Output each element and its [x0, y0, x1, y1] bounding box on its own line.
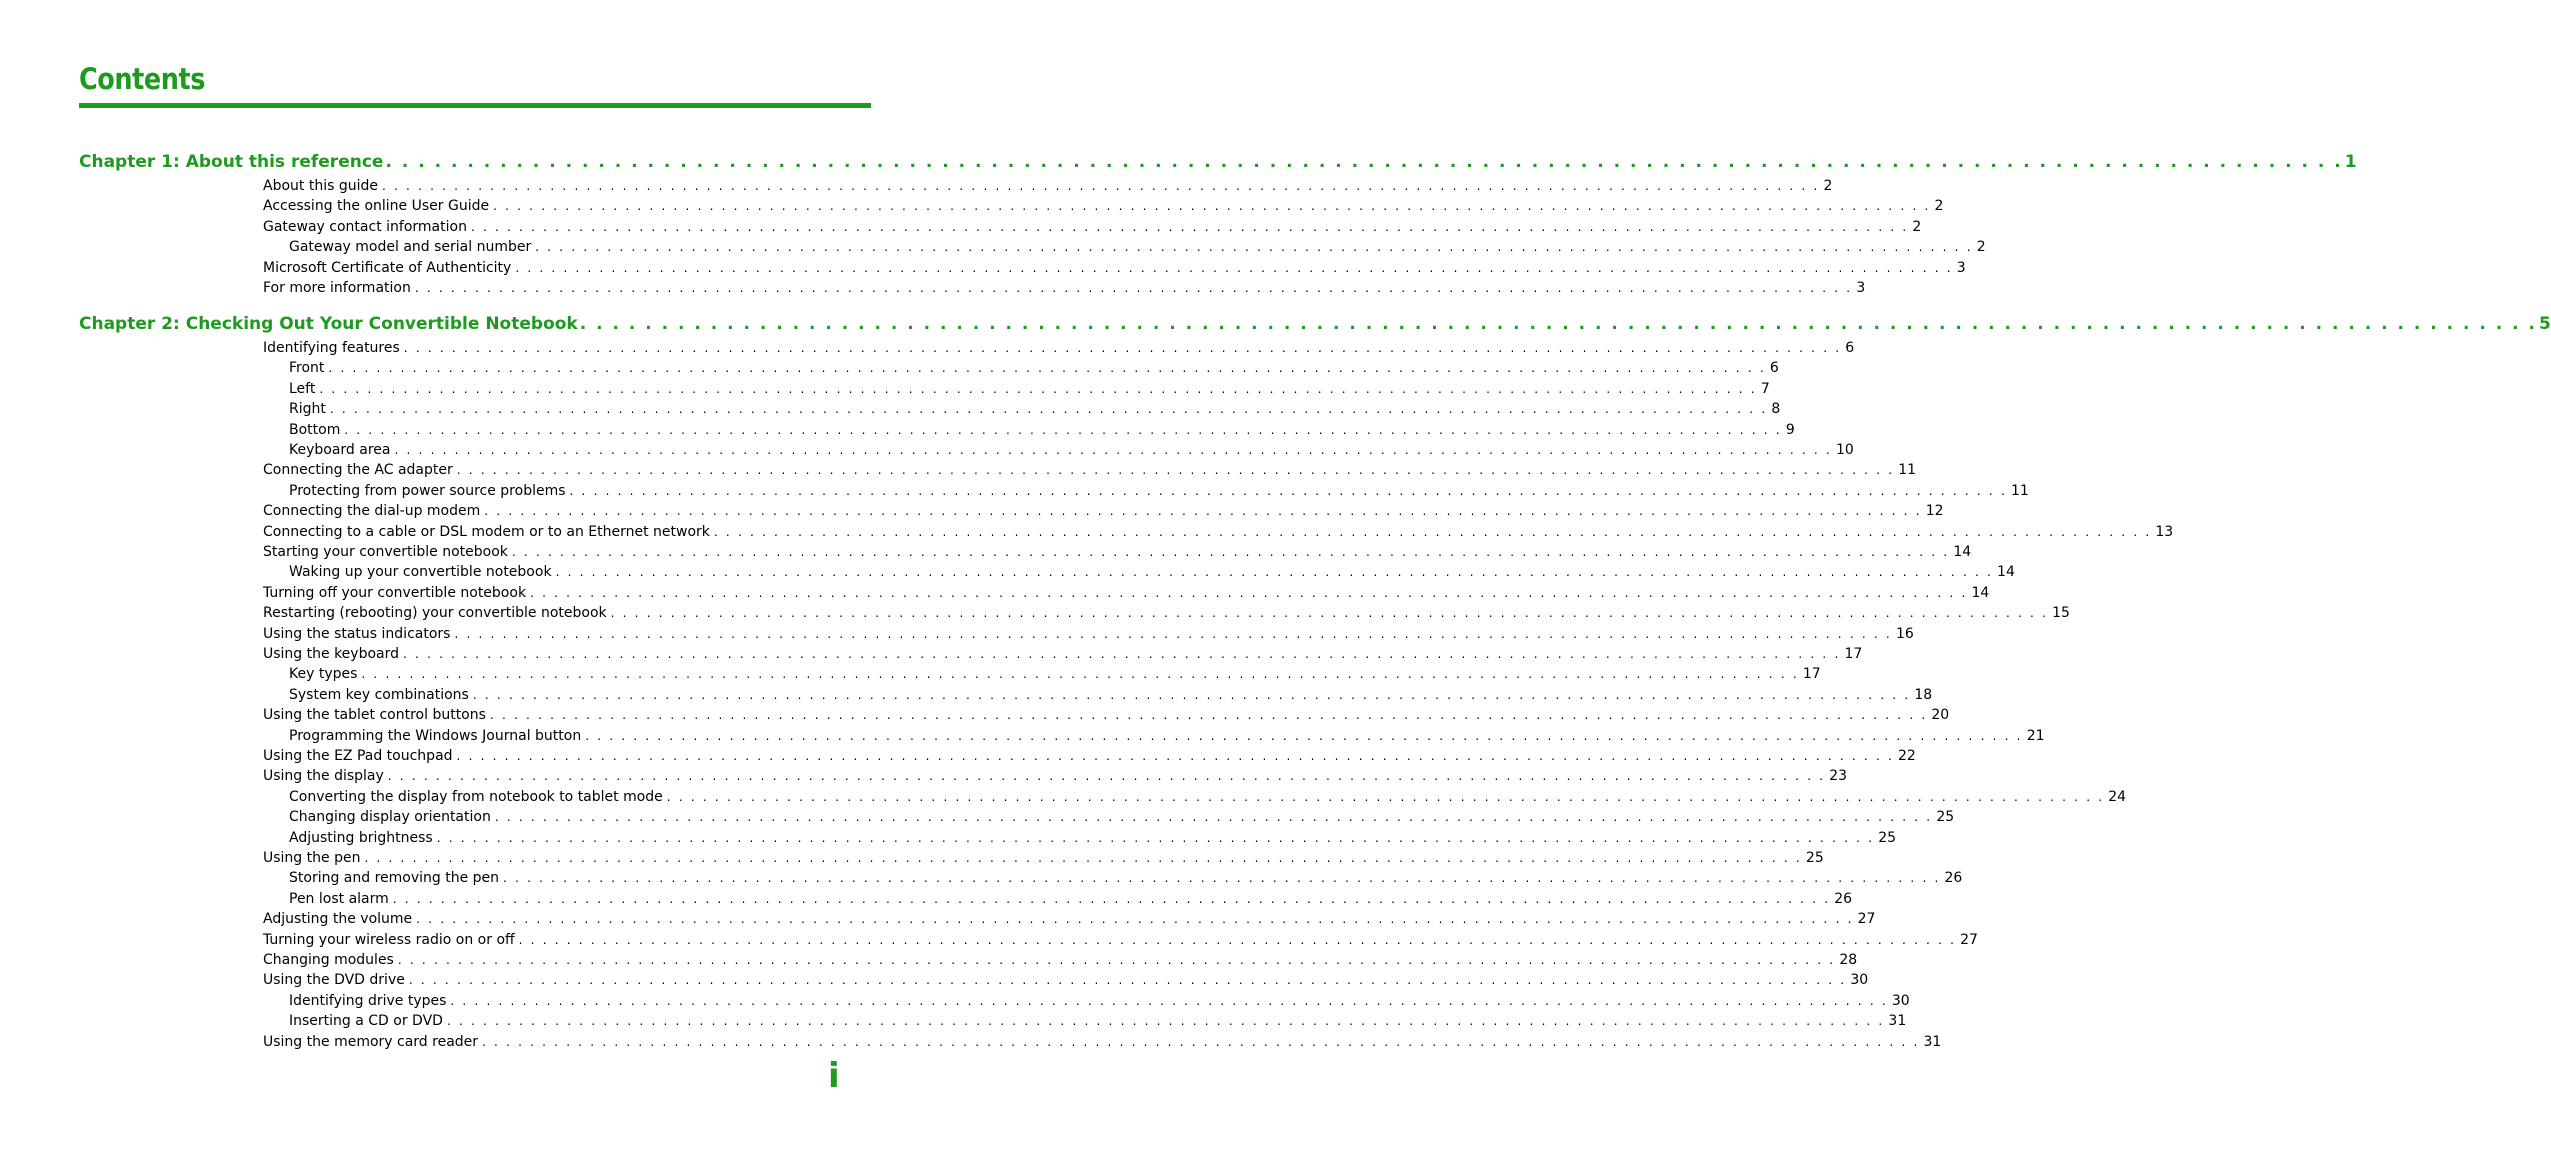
entry-label: Using the tablet control buttons: [263, 707, 486, 724]
entry-page-number: 22: [1898, 748, 1916, 764]
entry-page-number: 31: [1923, 1033, 1942, 1050]
dot-leader: . . . . . . . . . . . . . . . . . . . . . . . . . . . . . . . . . . . . . . . . . . . . . . . . . . . . . . . . . . . . . . . . . . . . . . . . . . . . . . . . . . . . . . . . . . . . . . . . . . . . . . . . . . . . . . . . . . . . . . . .: [493, 199, 1931, 214]
dot-leader: . . . . . . . . . . . . . . . . . . . . . . . . . . . . . . . . . . . . . . . . . . . . . . . . . . . . . . . . . . . . . . . . . . . . . . . . . . . . . . . . . . . . . . . . . . . . . . . . . . . . . . . . . . . . . . . . . . . . . . . .: [535, 240, 1973, 255]
dot-leader: . . . . . . . . . . . . . . . . . . . . . . . . . . . . . . . . . . . . . . . . . . . . . . . . . . . . . . . . . . . . . . . . . . . . . . . . . . . . . . . . . . . . . . . . . . . . . . . . . . . . . . . . . . . . . . . . . . . . . . . .: [344, 422, 1782, 437]
toc-subentry[interactable]: [289, 237, 1986, 257]
dot-leader: . . . . . . . . . . . . . . . . . . . . . . . . . . . . . . . . . . . . . . . . . . . . . . . . . . . . . . . . . . . . . . . . . . . . . . . . . . . . . . . . . . . . . . . . . . . . . . . . . . . . . . . . . . . . . . . . . . . . . . . .: [518, 932, 1957, 947]
entry-page-number: 14: [1997, 564, 2015, 581]
dot-leader: . . . . . . . . . . . . . . . . . . . . . . . . . . . . . . . . . . . . . . . . . . . . . . . . . . . . . . . . . . . . . . . . . . . . . . . . . . . . . . . . . . . . . . . . . . . . . . . . . . . . . . . . . . . . . . . . . . . . . . . .: [511, 545, 1950, 559]
dot-leader: . . . . . . . . . . . . . . . . . . . . . . . . . . . . . . . . . . . . . . . . . . . . . . . . . . . . . . . . . . . . . . . . . . . . . . . . . . . . . . . . . . . . . . . . . . . . . . . . . . . . . . . . . . . . . . . . . . . . . . . .: [397, 953, 1836, 967]
entry-label: Using the memory card reader: [263, 1033, 479, 1050]
dot-leader: . . . . . . . . . . . . . . . . . . . . . . . . . . . . . . . . . . . . . . . . . . . . . . . . . . . . . . . . . . . . . . . . . . . . . . . . . . . . . . . . . . . . . . . . . . . . . . . . . . . . . . . . . . . . . . . . . . . . . . . .: [416, 912, 1854, 927]
entry-label: Changing display orientation: [289, 809, 491, 826]
toc-entry[interactable]: [263, 705, 1950, 725]
chapter-heading[interactable]: [79, 152, 2357, 174]
dot-leader: . . . . . . . . . . . . . . . . . . . . . . . . . . . . . . . . . . . . . . . . . . . . . . . . . . . . . . . . . . . . . . . . . . . . . . . . . . . . . . . . . . . . . . . . . . . . . . . . . . . . . . . . . . . . . . . . . . . . . . . .: [319, 381, 1757, 396]
toc-subentry[interactable]: [289, 828, 1897, 848]
entry-page-number: 25: [1805, 850, 1824, 866]
dot-leader: . . . . . . . . . . . . . . . . . . . . . . . . . . . . . . . . . . . . . . . . . . . . . . . . . . . . . . . . . . . . . . . . . . . . . . . . . . . . . . . . . . . . . . . . . . . . . . . . . . . . . . . . . . . . . . . . . . . . . . . .: [414, 281, 1853, 295]
entry-label: Adjusting the volume: [263, 911, 413, 928]
entry-label: Left: [289, 380, 316, 397]
entry-page-number: 17: [1844, 646, 1863, 662]
dot-leader: . . . . . . . . . . . . . . . . . . . . . . . . . . . . . . . . . . . . . . . . . . . . . . . . . . . . . . . . . . . . . . . . . . . . . . . . . . . . . . . . . . . . . . . . . . . . . . . . . . . . . . . . . . . . . . . . . . . . . . . .: [329, 402, 1768, 417]
entry-page-number: 11: [2010, 482, 2029, 499]
entry-label: Protecting from power source problems: [289, 482, 566, 499]
dot-leader: . . . . . . . . . . . . . . . . . . . . . . . . . . . . . . . . . . . . . . . . . . . . . . . . . . . . . . . . . . . . . . . . . . . . . . . . . . . . . . . . . . . . . . . . . . . . . . . . . . . . . . . . . . . . . . . . . . . . . . . .: [666, 789, 2105, 804]
dot-leader: . . . . . . . . . . . . . . . . . . . . . . . . . . . . . . . . . . . . . . . . . . . . . . . . . . . . . . . . . . . . . . . . . . . . . . . . . . . . . . . . . . . . . . . . . . . . . . . . . . . . . . . . . . . . . . . . . . . . . . . .: [470, 219, 1909, 234]
entry-page-number: 14: [1953, 544, 1972, 560]
dot-leader: . . . . . . . . . . . . . . . . . . . . . . . . . . . . . . . . . . . . . . . . . . . . . . . . . . . . . . . . . . . . . . . . . . . . . . . . . . . . . . . . . . . . . . . . . . . . . . . . . . . . . . . . . . . . . . . . . . . . . . . .: [482, 1034, 1920, 1049]
entry-page-number: 25: [1878, 829, 1897, 846]
entry-page-number: 16: [1895, 625, 1914, 642]
entry-page-number: 11: [1898, 462, 1917, 479]
entry-page-number: 17: [1802, 666, 1821, 683]
entry-page-number: 2: [1823, 178, 1833, 194]
dot-leader: . . . . . . . . . . . . . . . . . . . . . . . . . . . . . . . . . . . . . . . . . . . . . . . . . . . . . . . . . . . . . . . . . . . . . . . . . . . . . . . . . . . . . . . . . . . . . . . . . . . . . . . . . . . . . . . . . . . . . . . .: [569, 483, 2007, 498]
toc-subentry[interactable]: [289, 787, 2127, 807]
toc-subentry[interactable]: [289, 807, 1955, 827]
dot-leader: . . . . . . . . . . . . . . . . . . . . . . . . . . . . . . . . . . . . . . . . . . . . . . . . . . . . . . . . . . . . . . . . . . . . . . . . . . . . . . . . . . . . . . . . . . . . . . . . . . . . . . . . . . . . . . . . . . . . . . . .: [579, 314, 2537, 334]
dot-leader: . . . . . . . . . . . . . . . . . . . . . . . . . . . . . . . . . . . . . . . . . . . . . . . . . . . . . . . . . . . . . . . . . . . . . . . . . . . . . . . . . . . . . . . . . . . . . . . . . . . . . . . . . . . . . . . . . . . . . . . .: [515, 260, 1953, 275]
entry-label: Using the status indicators: [263, 625, 451, 642]
entry-page-number: 8: [1771, 401, 1781, 418]
dot-leader: . . . . . . . . . . . . . . . . . . . . . . . . . . . . . . . . . . . . . . . . . . . . . . . . . . . . . . . . . . . . . . . . . . . . . . . . . . . . . . . . . . . . . . . . . . . . . . . . . . . . . . . . . . . . . . . . . . . . . . . .: [403, 647, 1841, 661]
entry-label: For more information: [263, 280, 411, 296]
dot-leader: . . . . . . . . . . . . . . . . . . . . . . . . . . . . . . . . . . . . . . . . . . . . . . . . . . . . . . . . . . . . . . . . . . . . . . . . . . . . . . . . . . . . . . . . . . . . . . . . . . . . . . . . . . . . . . . . . . . . . . . .: [436, 830, 1875, 845]
toc-subentry[interactable]: [289, 868, 1963, 888]
dot-leader: . . . . . . . . . . . . . . . . . . . . . . . . . . . . . . . . . . . . . . . . . . . . . . . . . . . . . . . . . . . . . . . . . . . . . . . . . . . . . . . . . . . . . . . . . . . . . . . . . . . . . . . . . . . . . . . . . . . . . . . .: [385, 152, 2343, 172]
entry-page-number: 6: [1845, 340, 1855, 356]
entry-label: Converting the display from notebook to tablet mode: [289, 788, 663, 805]
chapter-page-number: 1: [2344, 152, 2357, 172]
dot-leader: . . . . . . . . . . . . . . . . . . . . . . . . . . . . . . . . . . . . . . . . . . . . . . . . . . . . . . . . . . . . . . . . . . . . . . . . . . . . . . . . . . . . . . . . . . . . . . . . . . . . . . . . . . . . . . . . . . . . . . . .: [454, 626, 1892, 641]
toc-entry[interactable]: [263, 603, 2070, 623]
dot-leader: . . . . . . . . . . . . . . . . . . . . . . . . . . . . . . . . . . . . . . . . . . . . . . . . . . . . . . . . . . . . . . . . . . . . . . . . . . . . . . . . . . . . . . . . . . . . . . . . . . . . . . . . . . . . . . . . . . . . . . . .: [713, 524, 2152, 539]
toc-entry[interactable]: [263, 522, 2174, 542]
dot-leader: . . . . . . . . . . . . . . . . . . . . . . . . . . . . . . . . . . . . . . . . . . . . . . . . . . . . . . . . . . . . . . . . . . . . . . . . . . . . . . . . . . . . . . . . . . . . . . . . . . . . . . . . . . . . . . . . . . . . . . . .: [387, 769, 1826, 784]
toc-subentry[interactable]: [289, 664, 1821, 684]
entry-label: Storing and removing the pen: [289, 870, 500, 887]
dot-leader: . . . . . . . . . . . . . . . . . . . . . . . . . . . . . . . . . . . . . . . . . . . . . . . . . . . . . . . . . . . . . . . . . . . . . . . . . . . . . . . . . . . . . . . . . . . . . . . . . . . . . . . . . . . . . . . . . . . . . . . .: [392, 891, 1831, 906]
entry-label: Changing modules: [263, 952, 394, 968]
toc-entry[interactable]: [263, 624, 1914, 644]
toc-entry[interactable]: [263, 746, 1916, 766]
entry-label: Connecting the AC adapter: [263, 462, 453, 479]
entry-page-number: 30: [1850, 972, 1869, 989]
toc-entry[interactable]: [263, 278, 1866, 298]
toc-entry[interactable]: [263, 583, 1990, 603]
chapter-heading[interactable]: [79, 314, 2551, 336]
dot-leader: . . . . . . . . . . . . . . . . . . . . . . . . . . . . . . . . . . . . . . . . . . . . . . . . . . . . . . . . . . . . . . . . . . . . . . . . . . . . . . . . . . . . . . . . . . . . . . . . . . . . . . . . . . . . . . . . . . . . . . . .: [408, 973, 1847, 988]
toc-entry[interactable]: [263, 909, 1876, 929]
dot-leader: . . . . . . . . . . . . . . . . . . . . . . . . . . . . . . . . . . . . . . . . . . . . . . . . . . . . . . . . . . . . . . . . . . . . . . . . . . . . . . . . . . . . . . . . . . . . . . . . . . . . . . . . . . . . . . . . . . . . . . . .: [494, 810, 1933, 825]
entry-page-number: 12: [1925, 503, 1944, 520]
title-rule: [79, 103, 871, 108]
entry-page-number: 26: [1944, 870, 1963, 887]
toc-subentry[interactable]: [289, 889, 1853, 909]
entry-label: Adjusting brightness: [289, 829, 433, 846]
toc-subentry[interactable]: [289, 379, 1770, 399]
toc-entry[interactable]: [263, 930, 1978, 950]
entry-label: Gateway contact information: [263, 218, 467, 235]
entry-page-number: 9: [1785, 421, 1795, 438]
entry-page-number: 18: [1914, 686, 1933, 703]
entry-page-number: 27: [1857, 911, 1876, 928]
toc-entry[interactable]: [263, 644, 1863, 664]
entry-label: Starting your convertible notebook: [263, 544, 508, 560]
entry-page-number: 3: [1956, 259, 1966, 276]
entry-page-number: 23: [1829, 768, 1848, 785]
page-title: Contents: [79, 62, 205, 96]
entry-page-number: 2: [1912, 218, 1922, 235]
entry-label: Using the EZ Pad touchpad: [263, 748, 453, 764]
dot-leader: . . . . . . . . . . . . . . . . . . . . . . . . . . . . . . . . . . . . . . . . . . . . . . . . . . . . . . . . . . . . . . . . . . . . . . . . . . . . . . . . . . . . . . . . . . . . . . . . . . . . . . . . . . . . . . . . . . . . . . . .: [530, 585, 1968, 600]
dot-leader: . . . . . . . . . . . . . . . . . . . . . . . . . . . . . . . . . . . . . . . . . . . . . . . . . . . . . . . . . . . . . . . . . . . . . . . . . . . . . . . . . . . . . . . . . . . . . . . . . . . . . . . . . . . . . . . . . . . . . . . .: [446, 1014, 1885, 1029]
entry-label: Right: [289, 401, 326, 418]
dot-leader: . . . . . . . . . . . . . . . . . . . . . . . . . . . . . . . . . . . . . . . . . . . . . . . . . . . . . . . . . . . . . . . . . . . . . . . . . . . . . . . . . . . . . . . . . . . . . . . . . . . . . . . . . . . . . . . . . . . . . . . .: [585, 728, 2023, 743]
entry-label: Waking up your convertible notebook: [289, 564, 552, 581]
dot-leader: . . . . . . . . . . . . . . . . . . . . . . . . . . . . . . . . . . . . . . . . . . . . . . . . . . . . . . . . . . . . . . . . . . . . . . . . . . . . . . . . . . . . . . . . . . . . . . . . . . . . . . . . . . . . . . . . . . . . . . . .: [403, 341, 1842, 355]
entry-page-number: 14: [1971, 584, 1990, 601]
entry-label: Gateway model and serial number: [289, 239, 532, 256]
dot-leader: . . . . . . . . . . . . . . . . . . . . . . . . . . . . . . . . . . . . . . . . . . . . . . . . . . . . . . . . . . . . . . . . . . . . . . . . . . . . . . . . . . . . . . . . . . . . . . . . . . . . . . . . . . . . . . . . . . . . . . . .: [328, 361, 1766, 376]
toc-subentry[interactable]: [289, 991, 1910, 1011]
entry-label: Front: [289, 360, 325, 377]
toc-subentry[interactable]: [289, 420, 1795, 440]
toc-entry[interactable]: [263, 501, 1944, 521]
dot-leader: . . . . . . . . . . . . . . . . . . . . . . . . . . . . . . . . . . . . . . . . . . . . . . . . . . . . . . . . . . . . . . . . . . . . . . . . . . . . . . . . . . . . . . . . . . . . . . . . . . . . . . . . . . . . . . . . . . . . . . . .: [610, 606, 2049, 621]
entry-page-number: 6: [1769, 360, 1779, 377]
entry-label: Using the DVD drive: [263, 972, 405, 989]
dot-leader: . . . . . . . . . . . . . . . . . . . . . . . . . . . . . . . . . . . . . . . . . . . . . . . . . . . . . . . . . . . . . . . . . . . . . . . . . . . . . . . . . . . . . . . . . . . . . . . . . . . . . . . . . . . . . . . . . . . . . . . .: [456, 463, 1895, 478]
toc-entry[interactable]: [263, 196, 1944, 216]
entry-label: About this guide: [263, 178, 378, 194]
toc-entry[interactable]: [263, 542, 1972, 562]
toc-subentry[interactable]: [289, 726, 2045, 746]
entry-page-number: 24: [2108, 788, 2127, 805]
entry-label: Identifying features: [263, 340, 400, 356]
entry-label: Connecting to a cable or DSL modem or to an Ethernet network: [263, 523, 710, 540]
entry-page-number: 10: [1835, 442, 1854, 458]
entry-label: Bottom: [289, 421, 341, 438]
entry-label: Using the keyboard: [263, 646, 400, 662]
dot-leader: . . . . . . . . . . . . . . . . . . . . . . . . . . . . . . . . . . . . . . . . . . . . . . . . . . . . . . . . . . . . . . . . . . . . . . . . . . . . . . . . . . . . . . . . . . . . . . . . . . . . . . . . . . . . . . . . . . . . . . . .: [555, 565, 1994, 580]
toc-entry[interactable]: [263, 848, 1824, 868]
dot-leader: . . . . . . . . . . . . . . . . . . . . . . . . . . . . . . . . . . . . . . . . . . . . . . . . . . . . . . . . . . . . . . . . . . . . . . . . . . . . . . . . . . . . . . . . . . . . . . . . . . . . . . . . . . . . . . . . . . . . . . . .: [472, 687, 1911, 702]
toc-entry[interactable]: [263, 950, 1858, 970]
toc-entry[interactable]: [263, 338, 1855, 358]
entry-label: Using the display: [263, 768, 384, 785]
chapter-page-number: 5: [2538, 314, 2551, 334]
entry-label: Keyboard area: [289, 442, 391, 458]
toc-entry[interactable]: [263, 460, 1917, 480]
toc-subentry[interactable]: [289, 1011, 1907, 1031]
entry-page-number: 21: [2026, 727, 2045, 744]
entry-label: Accessing the online User Guide: [263, 198, 490, 215]
dot-leader: . . . . . . . . . . . . . . . . . . . . . . . . . . . . . . . . . . . . . . . . . . . . . . . . . . . . . . . . . . . . . . . . . . . . . . . . . . . . . . . . . . . . . . . . . . . . . . . . . . . . . . . . . . . . . . . . . . . . . . . .: [364, 851, 1802, 865]
entry-page-number: 27: [1960, 931, 1978, 948]
entry-label: Turning off your convertible notebook: [263, 584, 527, 601]
entry-page-number: 26: [1834, 890, 1853, 907]
entry-label: Connecting the dial-up modem: [263, 503, 481, 520]
entry-label: Inserting a CD or DVD: [289, 1013, 443, 1030]
dot-leader: . . . . . . . . . . . . . . . . . . . . . . . . . . . . . . . . . . . . . . . . . . . . . . . . . . . . . . . . . . . . . . . . . . . . . . . . . . . . . . . . . . . . . . . . . . . . . . . . . . . . . . . . . . . . . . . . . . . . . . . .: [489, 708, 1928, 723]
entry-page-number: 25: [1936, 809, 1955, 826]
toc-subentry[interactable]: [289, 481, 2029, 501]
entry-label: Using the pen: [263, 850, 361, 866]
dot-leader: . . . . . . . . . . . . . . . . . . . . . . . . . . . . . . . . . . . . . . . . . . . . . . . . . . . . . . . . . . . . . . . . . . . . . . . . . . . . . . . . . . . . . . . . . . . . . . . . . . . . . . . . . . . . . . . . . . . . . . . .: [382, 179, 1820, 193]
entry-label: Key types: [289, 666, 358, 683]
entry-label: Pen lost alarm: [289, 890, 389, 907]
toc-subentry[interactable]: [289, 399, 1781, 419]
dot-leader: . . . . . . . . . . . . . . . . . . . . . . . . . . . . . . . . . . . . . . . . . . . . . . . . . . . . . . . . . . . . . . . . . . . . . . . . . . . . . . . . . . . . . . . . . . . . . . . . . . . . . . . . . . . . . . . . . . . . . . . .: [456, 749, 1895, 763]
toc-subentry[interactable]: [289, 685, 1933, 705]
entry-label: Microsoft Certificate of Authenticity: [263, 259, 512, 276]
entry-page-number: 28: [1839, 952, 1858, 968]
entry-label: Identifying drive types: [289, 992, 447, 1009]
page-number: i: [828, 1056, 840, 1096]
entry-label: Turning your wireless radio on or off: [263, 931, 515, 948]
dot-leader: . . . . . . . . . . . . . . . . . . . . . . . . . . . . . . . . . . . . . . . . . . . . . . . . . . . . . . . . . . . . . . . . . . . . . . . . . . . . . . . . . . . . . . . . . . . . . . . . . . . . . . . . . . . . . . . . . . . . . . . .: [361, 667, 1799, 682]
entry-label: Restarting (rebooting) your convertible notebook: [263, 605, 607, 622]
entry-label: System key combinations: [289, 686, 469, 703]
toc-entry[interactable]: [263, 217, 1922, 237]
chapter-title: Chapter 2: Checking Out Your Convertible Notebook: [79, 314, 578, 334]
toc-subentry[interactable]: [289, 562, 2015, 582]
toc-subentry[interactable]: [289, 358, 1779, 378]
entry-label: Programming the Windows Journal button: [289, 727, 582, 744]
entry-page-number: 31: [1888, 1013, 1907, 1030]
entry-page-number: 3: [1856, 280, 1866, 296]
entry-page-number: 15: [2052, 605, 2070, 622]
toc-entry[interactable]: [263, 766, 1848, 786]
dot-leader: . . . . . . . . . . . . . . . . . . . . . . . . . . . . . . . . . . . . . . . . . . . . . . . . . . . . . . . . . . . . . . . . . . . . . . . . . . . . . . . . . . . . . . . . . . . . . . . . . . . . . . . . . . . . . . . . . . . . . . . .: [503, 871, 1941, 886]
toc-entry[interactable]: [263, 176, 1833, 196]
toc-subentry[interactable]: [289, 440, 1854, 460]
entry-page-number: 13: [2155, 523, 2174, 540]
entry-page-number: 7: [1760, 380, 1770, 397]
chapter-title: Chapter 1: About this reference: [79, 152, 384, 172]
toc-entry[interactable]: [263, 258, 1966, 278]
toc-entry[interactable]: [263, 970, 1869, 990]
entry-page-number: 2: [1934, 198, 1944, 215]
entry-page-number: 20: [1931, 707, 1950, 724]
entry-page-number: 2: [1976, 239, 1986, 256]
dot-leader: . . . . . . . . . . . . . . . . . . . . . . . . . . . . . . . . . . . . . . . . . . . . . . . . . . . . . . . . . . . . . . . . . . . . . . . . . . . . . . . . . . . . . . . . . . . . . . . . . . . . . . . . . . . . . . . . . . . . . . . .: [450, 993, 1888, 1008]
dot-leader: . . . . . . . . . . . . . . . . . . . . . . . . . . . . . . . . . . . . . . . . . . . . . . . . . . . . . . . . . . . . . . . . . . . . . . . . . . . . . . . . . . . . . . . . . . . . . . . . . . . . . . . . . . . . . . . . . . . . . . . .: [394, 443, 1832, 457]
dot-leader: . . . . . . . . . . . . . . . . . . . . . . . . . . . . . . . . . . . . . . . . . . . . . . . . . . . . . . . . . . . . . . . . . . . . . . . . . . . . . . . . . . . . . . . . . . . . . . . . . . . . . . . . . . . . . . . . . . . . . . . .: [484, 504, 1922, 519]
toc-entry[interactable]: [263, 1032, 1942, 1052]
entry-page-number: 30: [1891, 992, 1910, 1009]
